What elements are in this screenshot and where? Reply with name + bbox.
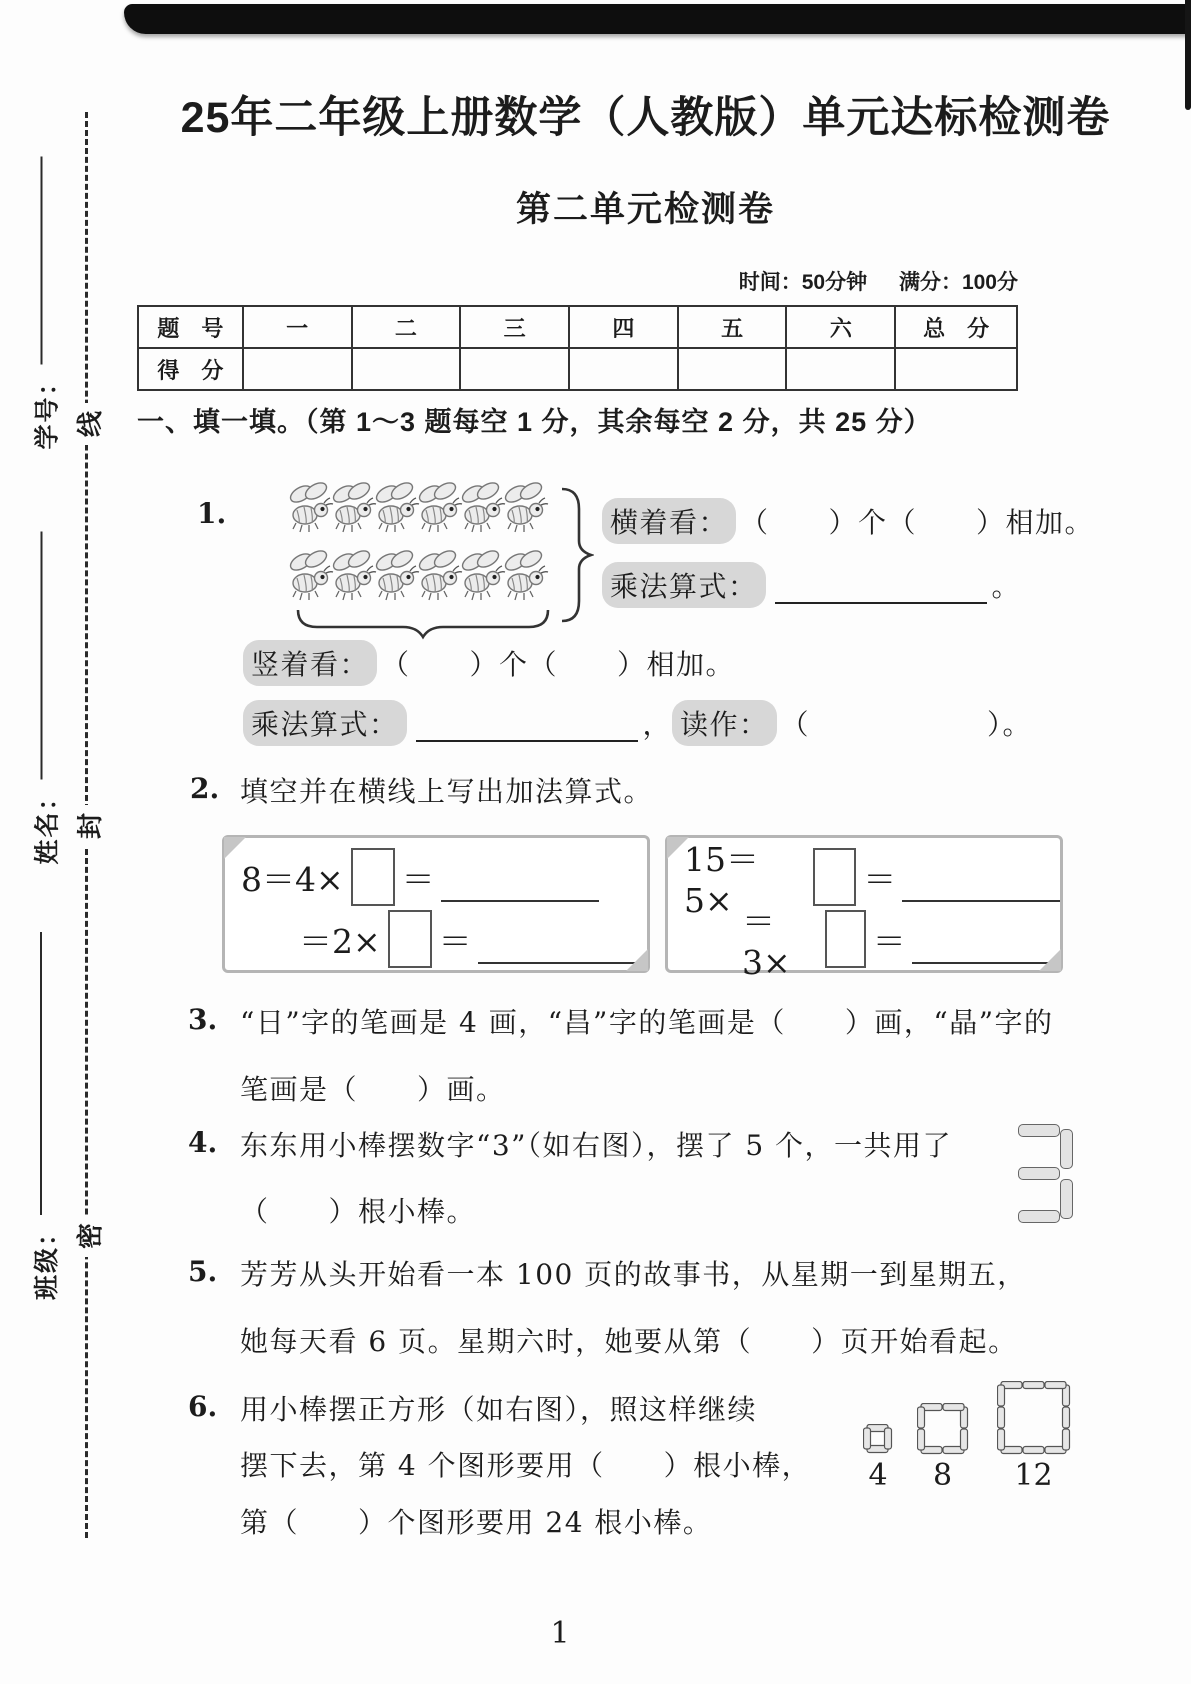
q3-number: 3. bbox=[188, 1003, 218, 1036]
square-stick-count: 8 bbox=[932, 1458, 953, 1493]
exam-meta bbox=[713, 266, 1018, 296]
q1-bees-figure bbox=[288, 480, 563, 616]
score-row-label: 得 分 bbox=[138, 348, 243, 390]
stick-rod bbox=[1018, 1124, 1060, 1137]
score-empty-cell bbox=[786, 348, 895, 390]
bee-icon bbox=[503, 548, 549, 602]
bee-icon bbox=[374, 480, 420, 534]
stick-rod bbox=[1060, 1179, 1073, 1219]
card-equation-line bbox=[299, 908, 647, 970]
card-equation-line bbox=[742, 902, 1060, 982]
equals-sign: ＝ bbox=[872, 921, 906, 961]
score-empty-cell bbox=[352, 348, 461, 390]
equation-prefix: ＝2× bbox=[299, 921, 381, 961]
score-table-header-cell: 总 分 bbox=[895, 306, 1017, 348]
q1-comma: ， bbox=[642, 708, 673, 741]
q1-horizontal-label: 横着看： bbox=[602, 498, 736, 544]
equals-sign: ＝ bbox=[863, 859, 897, 899]
q2-answer-card bbox=[665, 835, 1063, 982]
q2-text: 填空并在横线上写出加法算式。 bbox=[240, 775, 654, 808]
seal-char: 密 bbox=[67, 1215, 109, 1257]
q3-line-1: “日”字的笔画是 4 画，“昌”字的笔画是（ ）画，“晶”字的 bbox=[240, 1006, 1054, 1039]
answer-blank-line bbox=[441, 860, 599, 902]
q1-mult-label-1: 乘法算式： bbox=[602, 562, 766, 608]
score-empty-cell bbox=[678, 348, 787, 390]
score-table-header-cell: 六 bbox=[786, 306, 895, 348]
card-equation-line bbox=[241, 846, 647, 908]
score-table-header-cell: 二 bbox=[352, 306, 461, 348]
seal-write-line bbox=[40, 932, 42, 1215]
bee-icon bbox=[503, 480, 549, 534]
stick-rod bbox=[1018, 1210, 1060, 1223]
stick-rod bbox=[1018, 1167, 1060, 1180]
answer-box bbox=[388, 910, 432, 968]
stick-square-icon bbox=[917, 1403, 969, 1455]
q1-read-label: 读作： bbox=[672, 700, 777, 746]
q1-read-blank: （ ）。 bbox=[780, 708, 1033, 741]
seal-char: 线 bbox=[67, 403, 109, 445]
q4-line-2: （ ）根小棒。 bbox=[240, 1195, 477, 1228]
seal-label-class: 班级： bbox=[33, 1218, 61, 1300]
equals-sign: ＝ bbox=[438, 921, 472, 961]
full-score: 满分：100分 bbox=[898, 271, 1018, 294]
bee-icon bbox=[460, 548, 506, 602]
q1-mult-line-2 bbox=[243, 700, 1032, 746]
card-fold-corner bbox=[626, 949, 648, 971]
bee-icon bbox=[417, 548, 463, 602]
seal-write-line bbox=[41, 157, 43, 365]
page-top-border bbox=[124, 4, 1191, 34]
q6-line-2: 摆下去，第 4 个图形要用（ ）根小棒， bbox=[240, 1449, 812, 1482]
score-table-header-cell: 一 bbox=[243, 306, 352, 348]
score-table-score-row bbox=[138, 348, 1017, 390]
bee-icon bbox=[417, 480, 463, 534]
card-fold-corner bbox=[224, 837, 246, 859]
exam-title: 第二单元检测卷 bbox=[515, 190, 775, 229]
section-heading: 一、填一填。（第 1～3 题每空 1 分，其余每空 2 分，共 25 分） bbox=[137, 407, 932, 437]
seal-field-class bbox=[26, 930, 64, 1300]
seal-label-name: 姓名： bbox=[33, 783, 62, 865]
seal-field-student-id bbox=[27, 155, 65, 450]
answer-box bbox=[813, 848, 856, 906]
square-stick-count: 4 bbox=[868, 1458, 888, 1493]
q6-line-3: 第（ ）个图形要用 24 根小棒。 bbox=[240, 1506, 713, 1539]
answer-blank-line bbox=[902, 860, 1060, 902]
answer-blank-line bbox=[478, 922, 636, 964]
seal-field-name bbox=[27, 530, 65, 865]
seal-label-student-id: 学号： bbox=[33, 368, 62, 450]
q1-horizontal-blanks: （ ）个（ ）相加。 bbox=[740, 506, 1095, 539]
answer-blank-line bbox=[912, 922, 1060, 964]
blank-underline bbox=[416, 710, 638, 742]
stick-rod bbox=[1060, 1129, 1073, 1169]
equals-sign: ＝ bbox=[401, 859, 435, 899]
q6-square bbox=[863, 1424, 893, 1454]
score-empty-cell bbox=[460, 348, 569, 390]
q4-line-1: 东东用小棒摆数字“3”（如右图），摆了 5 个，一共用了 bbox=[240, 1129, 953, 1162]
score-empty-cell bbox=[569, 348, 678, 390]
bee-row bbox=[288, 480, 546, 536]
equation-prefix: 15＝5× bbox=[684, 840, 759, 920]
score-table-corner-cell: 题 号 bbox=[138, 306, 243, 348]
q1-vertical-line bbox=[243, 640, 735, 686]
bee-icon bbox=[288, 548, 334, 602]
answer-box bbox=[351, 848, 395, 906]
right-curly-brace-icon bbox=[556, 486, 594, 624]
score-table-header-cell: 五 bbox=[678, 306, 787, 348]
q4-number: 4. bbox=[188, 1126, 218, 1159]
equation-prefix: 8＝4× bbox=[241, 859, 344, 899]
score-table-header-cell: 四 bbox=[569, 306, 678, 348]
score-empty-cell bbox=[895, 348, 1017, 390]
bee-icon bbox=[460, 480, 506, 534]
bee-icon bbox=[331, 548, 377, 602]
q5-line-1: 芳芳从头开始看一本 100 页的故事书，从星期一到星期五， bbox=[240, 1258, 1027, 1291]
page-right-border bbox=[1185, 0, 1191, 110]
bee-row bbox=[288, 548, 546, 604]
q6-square bbox=[997, 1381, 1070, 1455]
q1-mult-line-1 bbox=[602, 562, 1021, 608]
q6-square bbox=[917, 1403, 968, 1455]
score-empty-cell bbox=[243, 348, 352, 390]
q1-period: 。 bbox=[991, 570, 1022, 603]
q6-line-1: 用小棒摆正方形（如右图），照这样继续 bbox=[240, 1393, 758, 1426]
bee-icon bbox=[288, 480, 334, 534]
stick-square-icon bbox=[863, 1424, 893, 1454]
time-limit: 时间：50分钟 bbox=[738, 271, 868, 294]
bee-icon bbox=[331, 480, 377, 534]
seal-char: 封 bbox=[67, 805, 109, 847]
equation-prefix: ＝3× bbox=[742, 902, 791, 982]
q5-number: 5. bbox=[188, 1255, 218, 1288]
score-table bbox=[137, 305, 1018, 391]
card-fold-corner bbox=[667, 837, 689, 859]
q3-line-2: 笔画是（ ）画。 bbox=[240, 1073, 506, 1106]
q1-vertical-label: 竖着看： bbox=[243, 640, 377, 686]
q2-number: 2. bbox=[190, 772, 220, 805]
page-title: 25年二年级上册数学（人教版）单元达标检测卷 bbox=[180, 94, 1111, 142]
answer-box bbox=[825, 910, 866, 968]
score-table-header-row bbox=[138, 306, 1017, 348]
q5-line-2: 她每天看 6 页。星期六时，她要从第（ ）页开始看起。 bbox=[240, 1325, 1018, 1358]
card-fold-corner bbox=[1039, 949, 1061, 971]
q1-mult-label-2: 乘法算式： bbox=[243, 700, 407, 746]
square-stick-count: 12 bbox=[1014, 1458, 1053, 1493]
q1-number: 1. bbox=[197, 497, 227, 530]
blank-underline bbox=[775, 572, 987, 604]
seal-write-line bbox=[41, 532, 43, 780]
bee-icon bbox=[374, 548, 420, 602]
score-table-header-cell: 三 bbox=[460, 306, 569, 348]
q1-horizontal-line bbox=[602, 498, 1094, 544]
q4-stick-digit-3-figure bbox=[1018, 1124, 1076, 1224]
page-number: 1 bbox=[550, 1616, 570, 1651]
bottom-curly-brace-icon bbox=[295, 606, 553, 640]
card-equation-line bbox=[684, 840, 1060, 920]
q6-number: 6. bbox=[188, 1390, 218, 1423]
stick-square-icon bbox=[997, 1381, 1071, 1455]
q2-answer-card bbox=[222, 835, 650, 973]
q1-vertical-blanks: （ ）个（ ）相加。 bbox=[381, 648, 736, 681]
